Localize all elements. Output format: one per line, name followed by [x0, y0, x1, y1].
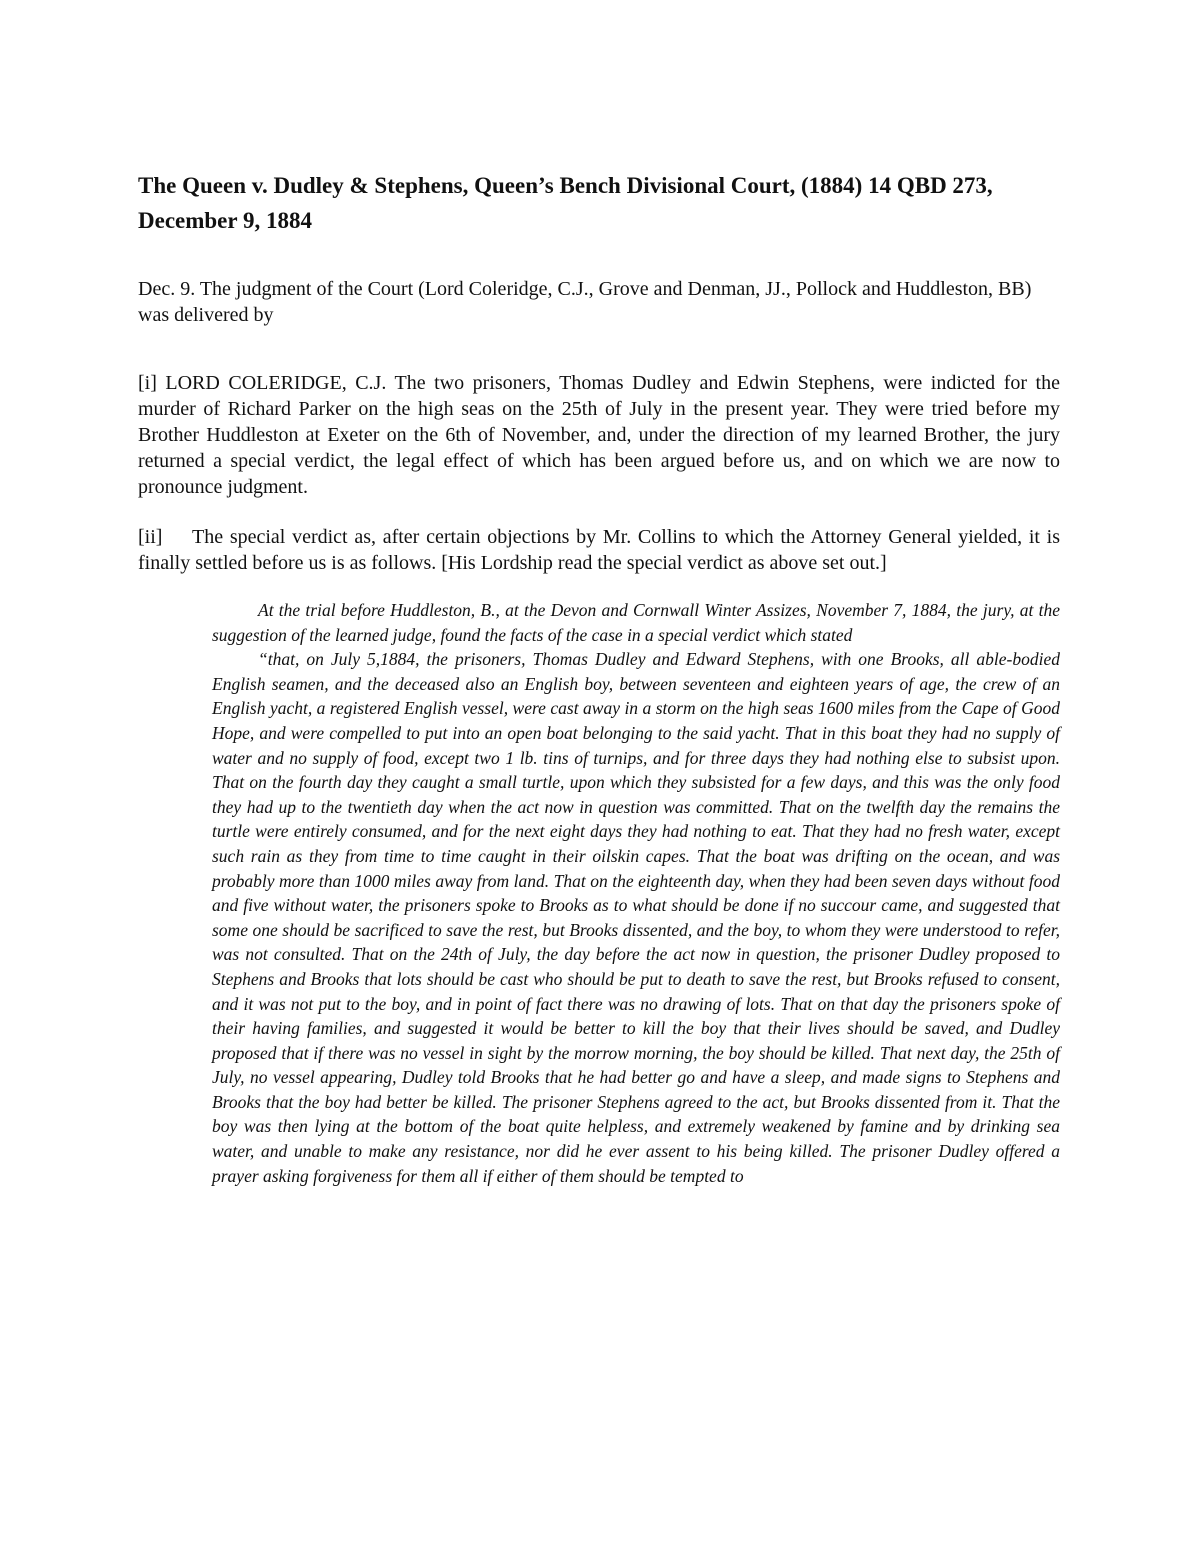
special-verdict-quote	[212, 598, 1060, 1188]
paragraph-ii-number: [ii]	[138, 526, 163, 548]
paragraph-ii	[138, 524, 1060, 576]
document-page	[138, 168, 1060, 1188]
page-title: The Queen v. Dudley & Stephens, Queen’s Bench Divisional Court, (1884) 14 QBD 273, December 9, 1884	[138, 173, 993, 233]
quote-lead: At the trial before Huddleston, B., at the Devon and Cornwall Winter Assizes, November 7, 1884, the jury, at the suggestion of the learned judge, found the facts of the case in a special verdict which stated	[212, 600, 1060, 645]
quote-verdict: “that, on July 5,1884, the prisoners, Thomas Dudley and Edward Stephens, with one Brooks, all able-bodied English seamen, and the deceased also an English boy, between seventeen and eighteen years of age, the crew of an English yacht, a registered English vessel, were cast away in a storm on the high seas 1600 miles from the Cape of Good Hope, and were compelled to put into an open boat belonging to the said yacht. That in this boat they had no supply of water and no supply of food, except two 1 lb. tins of turnips, and for three days they had nothing else to subsist upon. That on the fourth day they caught a small turtle, upon which they subsisted for a few days, and this was the only food they had up to the twentieth day when the act now in question was committed. That on the twelfth day the remains the turtle were entirely consumed, and for the next eight days they had nothing to eat. That they had no fresh water, except such rain as they from time to time caught in their oilskin capes. That the boat was drifting on the ocean, and was probably more than 1000 miles away from land. That on the eighteenth day, when they had been seven days without food and five without water, the prisoners spoke to Brooks as to what should be done if no succour came, and suggested that some one should be sacrificed to save the rest, but Brooks dissented, and the boy, to whom they were understood to refer, was not consulted. That on the 24th of July, the day before the act now in question, the prisoner Dudley proposed to Stephens and Brooks that lots should be cast who should be put to death to save the rest, but Brooks refused to consent, and it was not put to the boy, and in point of fact there was no drawing of lots. That on that day the prisoners spoke of their having families, and suggested it would be better to kill the boy that their lives should be saved, and Dudley proposed that if there was no vessel in sight by the morrow morning, the boy should be killed. That next day, the 25th of July, no vessel appearing, Dudley told Brooks that he had better go and have a sleep, and made signs to Stephens and Brooks that the boy had better be killed. The prisoner Stephens agreed to the act, but Brooks dissented from it. That the boy was then lying at the bottom of the boat quite helpless, and extremely weakened by famine and by drinking sea water, and unable to make any resistance, nor did he ever assent to his being killed. The prisoner Dudley offered a prayer asking forgiveness for them all if either of them should be tempted to	[212, 649, 1060, 1186]
intro-paragraph: Dec. 9. The judgment of the Court (Lord Coleridge, C.J., Grove and Denman, JJ., Pollock and Huddleston, BB) was delivered by	[138, 278, 1032, 326]
paragraph-ii-text: The special verdict as, after certain objections by Mr. Collins to which the Attorney General yielded, it is finally settled before us is as follows. [His Lordship read the special verdict as above set out.]	[138, 526, 1060, 574]
paragraph-i: [i] LORD COLERIDGE, C.J. The two prisoners, Thomas Dudley and Edwin Stephens, were indicted for the murder of Richard Parker on the high seas on the 25th of July in the present year. They were tried before my Brother Huddleston at Exeter on the 6th of November, and, under the direction of my learned Brother, the jury returned a special verdict, the legal effect of which has been argued before us, and on which we are now to pronounce judgment.	[138, 372, 1060, 498]
